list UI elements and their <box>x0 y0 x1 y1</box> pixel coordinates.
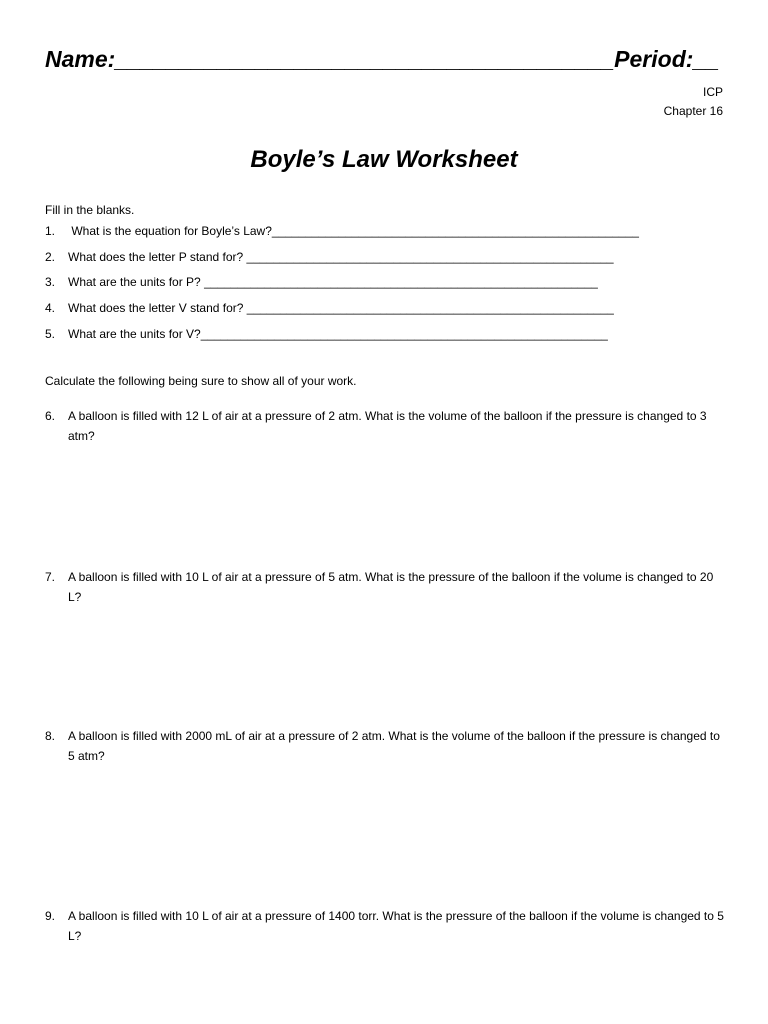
question-text: What does the letter V stand for? _______________________________________________________ <box>68 301 614 315</box>
fill-in-question-3 <box>45 275 598 289</box>
course-label: ICP <box>702 85 723 99</box>
chapter-label: Chapter 16 <box>663 104 723 118</box>
fill-in-question-2 <box>45 250 614 264</box>
calculate-instruction: Calculate the following being sure to show all of your work. <box>45 374 357 388</box>
question-text: What are the units for P? ___________________________________________________________ <box>68 275 598 289</box>
question-number: 3. <box>45 275 56 289</box>
calc-question-7 <box>45 567 725 607</box>
calc-question-9 <box>45 906 725 946</box>
question-number: 2. <box>45 250 56 264</box>
question-number: 6. <box>45 409 56 423</box>
question-number: 1. <box>45 224 56 238</box>
question-text: What does the letter P stand for? _______________________________________________________ <box>68 250 614 264</box>
question-text: A balloon is filled with 12 L of air at a pressure of 2 atm. What is the volume of the balloon if the pressure is changed to 3 atm? <box>68 409 707 443</box>
question-number: 5. <box>45 327 56 341</box>
fill-in-question-4 <box>45 301 614 315</box>
question-number: 7. <box>45 570 56 584</box>
question-text: A balloon is filled with 10 L of air at a pressure of 5 atm. What is the pressure of the balloon if the volume is changed to 20 L? <box>68 570 714 604</box>
question-number: 8. <box>45 729 56 743</box>
name-period-line: Name:_______________________________________Period:__ <box>45 46 719 72</box>
worksheet-title: Boyle’s Law Worksheet <box>250 146 518 173</box>
question-number: 9. <box>45 909 56 923</box>
question-number: 4. <box>45 301 56 315</box>
fill-in-question-5 <box>45 327 608 341</box>
question-text: A balloon is filled with 2000 mL of air at a pressure of 2 atm. What is the volume of the balloon if the pressure is changed to 5 atm? <box>68 729 720 763</box>
calc-question-8 <box>45 726 725 766</box>
question-text: A balloon is filled with 10 L of air at a pressure of 1400 torr. What is the pressure of the balloon if the volume is changed to 5 L? <box>68 909 724 943</box>
fill-in-instruction: Fill in the blanks. <box>45 203 135 217</box>
calc-question-6 <box>45 406 725 446</box>
fill-in-question-1 <box>45 224 639 238</box>
question-text: What is the equation for Boyle’s Law?_______________________________________________________ <box>68 224 639 238</box>
question-text: What are the units for V?_____________________________________________________________ <box>68 327 608 341</box>
